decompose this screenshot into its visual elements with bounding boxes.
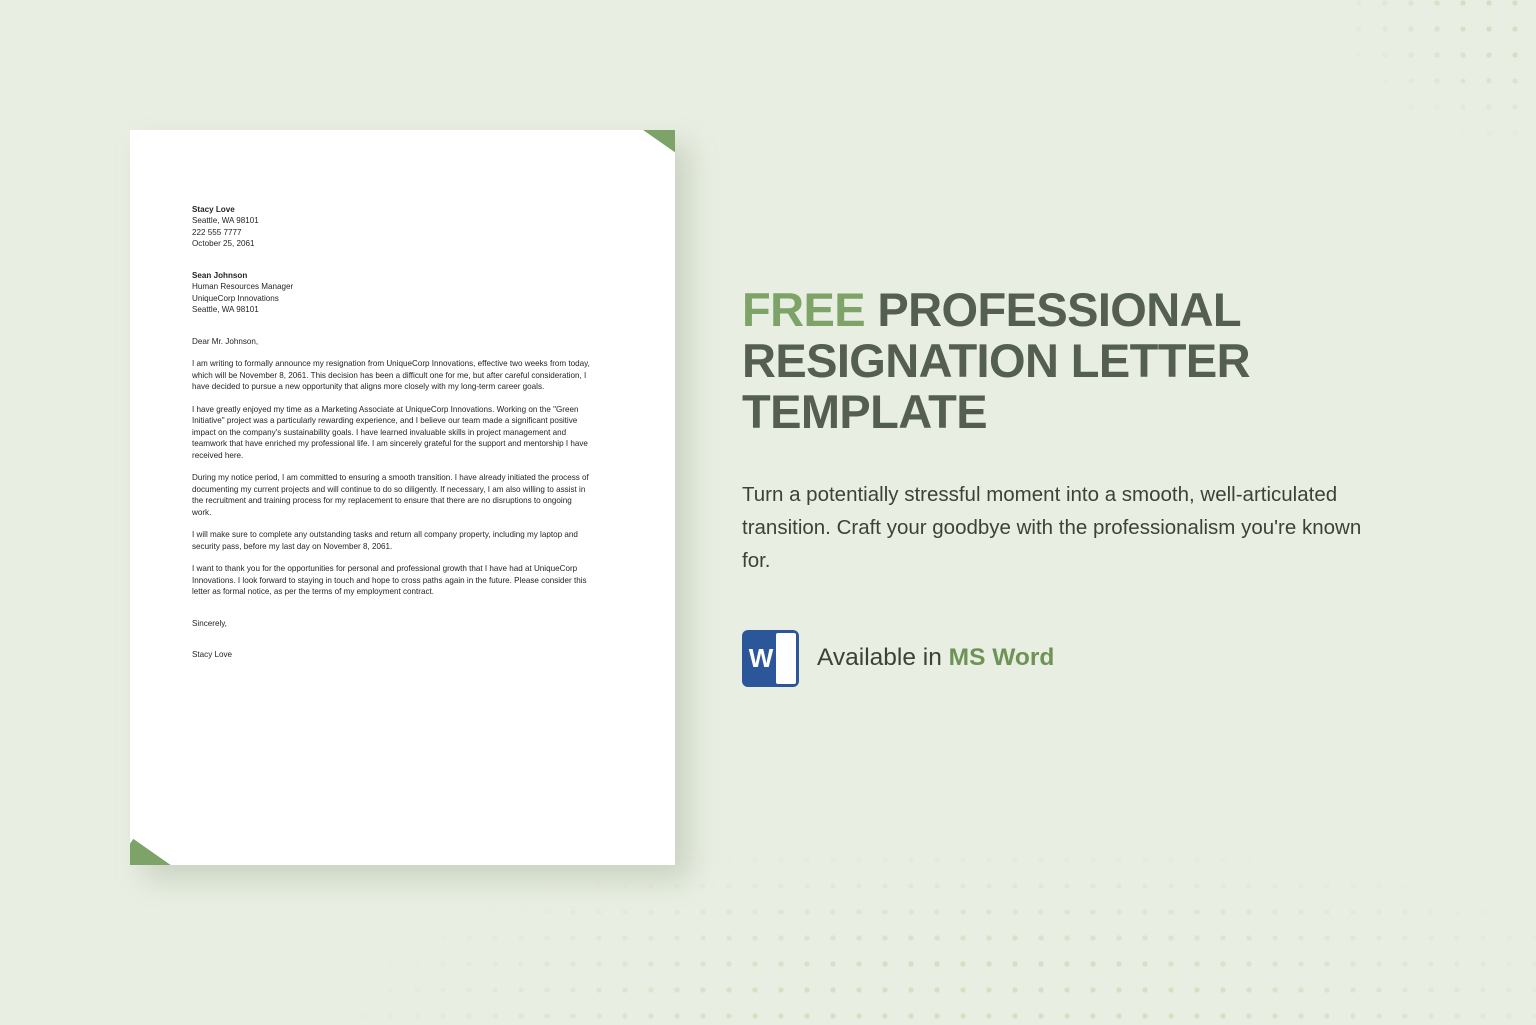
promo-title-free: FREE xyxy=(742,283,865,336)
salutation: Dear Mr. Johnson, xyxy=(192,336,259,346)
availability-row xyxy=(742,630,1422,687)
promo-panel xyxy=(742,285,1422,687)
ms-word-icon-letter: W xyxy=(748,642,774,673)
letter-paragraph-3: During my notice period, I am committed to ensuring a smooth transition. I have already initiated the process of documenting my current projects and will continue to do so diligently. If necessary, I am also willing to assist in the recruitment and training process for my replacement to ensure that there are no disruptions to ongoing work. xyxy=(192,473,589,517)
letter-paragraph-5: I want to thank you for the opportunities for personal and professional growth that I have had at UniqueCorp Innovations. I look forward to staying in touch and hope to cross paths again in the future. Please consider this letter as formal notice, as per the terms of my employment contract. xyxy=(192,564,587,597)
letter-paragraph-2: I have greatly enjoyed my time as a Marketing Associate at UniqueCorp Innovations. Working on the "Green Initiative" project was a particularly rewarding experience, and I believe our team made a significant positive impact on the company's sustainability goals. I have learned invaluable skills in project management and teamwork that have enriched my professional life. I am sincerely grateful for the support and mentorship I have received here. xyxy=(192,404,588,460)
recipient-title: Human Resources Manager xyxy=(192,282,294,292)
sender-name: Stacy Love xyxy=(192,205,235,214)
letter-page xyxy=(130,130,675,865)
recipient-company: UniqueCorp Innovations xyxy=(192,293,279,303)
availability-app: MS Word xyxy=(948,644,1055,672)
recipient-block xyxy=(192,270,592,316)
promo-title-rest: PROFESSIONAL RESIGNATION LETTER TEMPLATE xyxy=(742,283,1250,438)
sender-address: Seattle, WA 98101 xyxy=(192,216,259,226)
letter-signature: Stacy Love xyxy=(192,650,233,660)
letter-closing: Sincerely, xyxy=(192,618,227,628)
availability-prefix: Available in xyxy=(817,644,949,672)
document-preview[interactable] xyxy=(130,130,675,865)
letter-date: October 25, 2061 xyxy=(192,239,255,249)
letter-paragraph-1: I am writing to formally announce my resignation from UniqueCorp Innovations, effective two weeks from today, which will be November 8, 2061. This decision has been a difficult one for me, but after careful consideration, I have decided to pursue a new opportunity that aligns more closely with my long-term career goals. xyxy=(192,359,590,392)
availability-label xyxy=(817,644,1054,672)
recipient-address: Seattle, WA 98101 xyxy=(192,305,259,315)
bottom-left-ribbon-decoration xyxy=(130,665,430,865)
recipient-name: Sean Johnson xyxy=(192,270,248,280)
letter-paragraph-4: I will make sure to complete any outstanding tasks and return all company property, including my laptop and security pass, before my last day on November 8, 2061. xyxy=(192,530,578,551)
sender-phone: 222 555 7777 xyxy=(192,227,242,237)
sender-block xyxy=(192,204,592,250)
dot-pattern-top-right xyxy=(1242,0,1536,220)
letter-content xyxy=(192,204,592,672)
promo-title xyxy=(742,285,1422,437)
promo-subtitle: Turn a potentially stressful moment into a smooth, well-articulated transition. Craft your goodbye with the professionalism you're known for. xyxy=(742,483,1362,572)
ms-word-icon xyxy=(742,630,799,687)
